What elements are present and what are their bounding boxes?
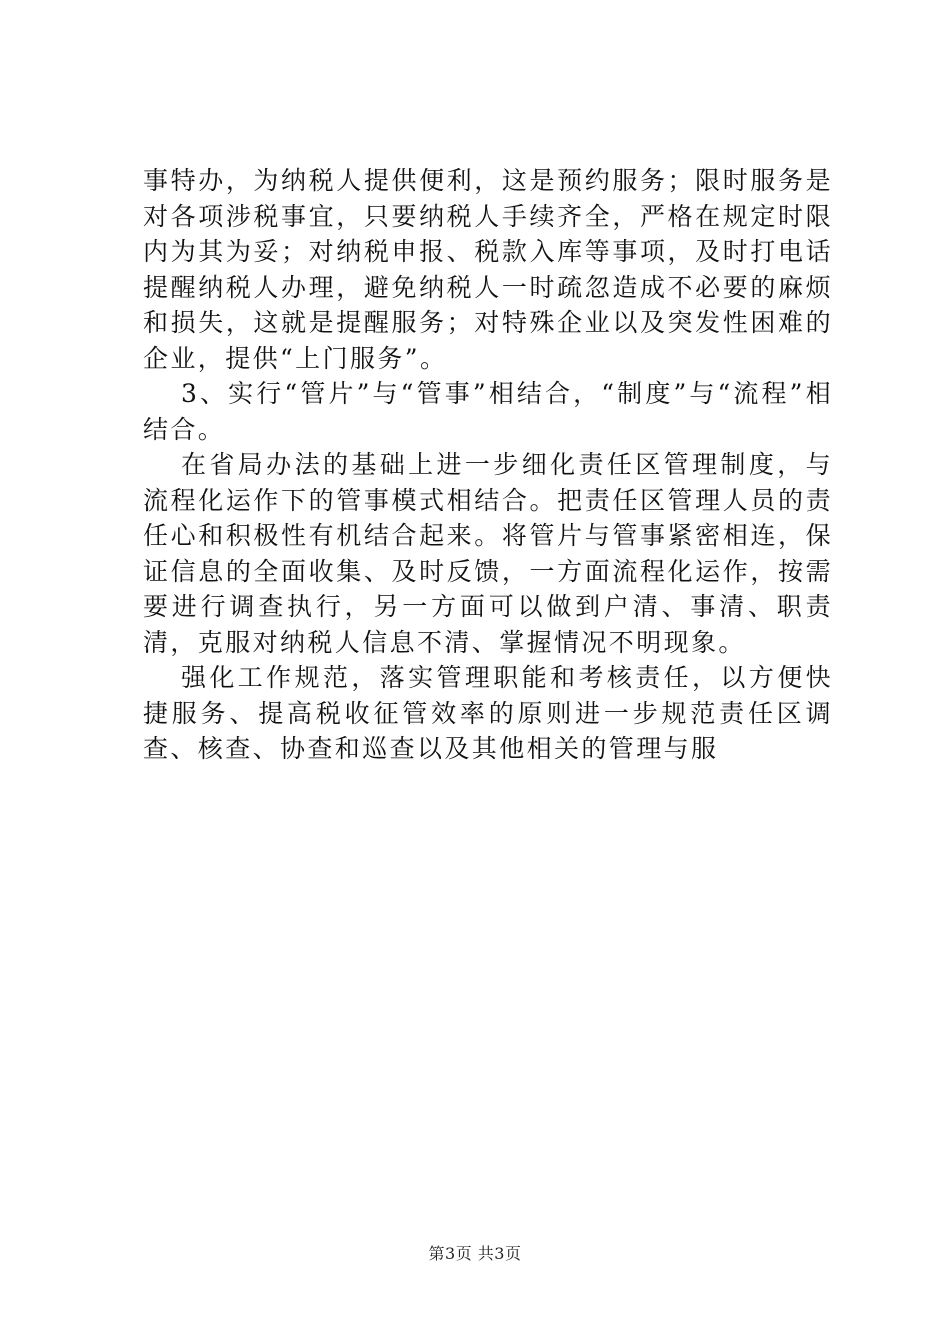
paragraph-section-3-heading: 3、实行“管片”与“管事”相结合，“制度”与“流程”相结合。 bbox=[143, 379, 833, 444]
page-number-footer: 第3页 共3页 bbox=[428, 1244, 522, 1263]
document-body bbox=[143, 163, 833, 767]
paragraph-service-description: 事特办，为纳税人提供便利，这是预约服务；限时服务是对各项涉税事宜，只要纳税人手续齐全，严格在规定时限内为其为妥；对纳税申报、税款入库等事项，及时打电话提醒纳税人办理，避免纳税人一时疏忽造成不必要的麻烦和损失，这就是提醒服务；对特殊企业以及突发性困难的企业，提供“上门服务”。 bbox=[143, 166, 833, 373]
paragraph-responsibility-zone: 在省局办法的基础上进一步细化责任区管理制度，与流程化运作下的管事模式相结合。把责任区管理人员的责任心和积极性有机结合起来。将管片与管事紧密相连，保证信息的全面收集、及时反馈，一方面流程化运作，按需要进行调查执行，另一方面可以做到户清、事清、职责清，克服对纳税人信息不清、掌握情况不明现象。 bbox=[143, 450, 833, 657]
paragraph-work-standards: 强化工作规范，落实管理职能和考核责任，以方便快捷服务、提高税收征管效率的原则进一步规范责任区调查、核查、协查和巡查以及其他相关的管理与服 bbox=[143, 663, 833, 763]
